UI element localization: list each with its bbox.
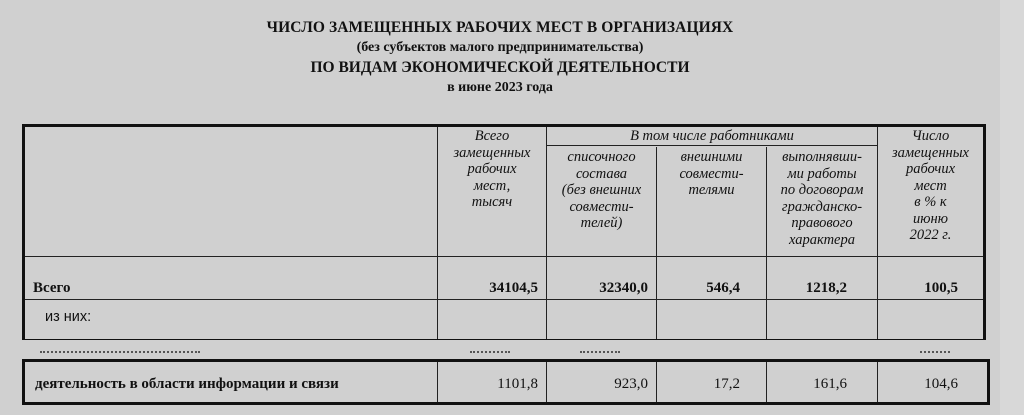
group-divider: [546, 145, 877, 146]
document-title: [0, 18, 1000, 98]
cell-external: 17,2: [713, 376, 740, 392]
cut-artifact: [40, 351, 200, 356]
cell-external: 546,4: [706, 280, 740, 296]
cut-artifact: [920, 351, 950, 356]
cell-percent: 104,6: [924, 376, 958, 392]
row-divider: [25, 299, 983, 300]
title-line-1: ЧИСЛО ЗАМЕЩЕННЫХ РАБОЧИХ МЕСТ В ОРГАНИЗАЦИЯХ: [266, 19, 734, 36]
cell-list: 923,0: [614, 376, 648, 392]
header-group: В том числе работниками: [630, 128, 794, 144]
cell-total: 1101,8: [497, 376, 538, 392]
header-divider: [25, 256, 983, 257]
title-line-4: в июне 2023 года: [447, 80, 553, 95]
row-label-it: деятельность в области информации и связи: [35, 376, 339, 392]
cell-contract: 161,6: [813, 376, 847, 392]
cut-artifact: [470, 351, 510, 356]
header-total: Всего замещенных рабочих мест, тысяч: [453, 128, 531, 210]
title-line-2: (без субъектов малого предпринимательства): [356, 40, 644, 55]
cell-list: 32340,0: [599, 280, 648, 296]
row-label-total: Всего: [33, 280, 71, 296]
page-edge: [1000, 0, 1024, 415]
row-label-subheader: из них:: [45, 309, 92, 325]
header-list: списочного состава (без внешних совмести- телей): [561, 149, 642, 231]
cell-percent: 100,5: [924, 280, 958, 296]
header-percent: Число замещенных рабочих мест в % к июню 2022 г.: [892, 128, 969, 243]
cut-artifact: [580, 351, 620, 356]
header-contract: выполнявши- ми работы по договорам гражданско- правового характера: [780, 149, 864, 248]
cell-total: 34104,5: [489, 280, 538, 296]
cell-contract: 1218,2: [805, 280, 847, 296]
header-external: внешними совмести- телями: [679, 149, 744, 198]
data-table-fragment: [22, 359, 990, 405]
title-line-3: ПО ВИДАМ ЭКОНОМИЧЕСКОЙ ДЕЯТЕЛЬНОСТИ: [310, 59, 690, 76]
data-table: [22, 124, 986, 342]
